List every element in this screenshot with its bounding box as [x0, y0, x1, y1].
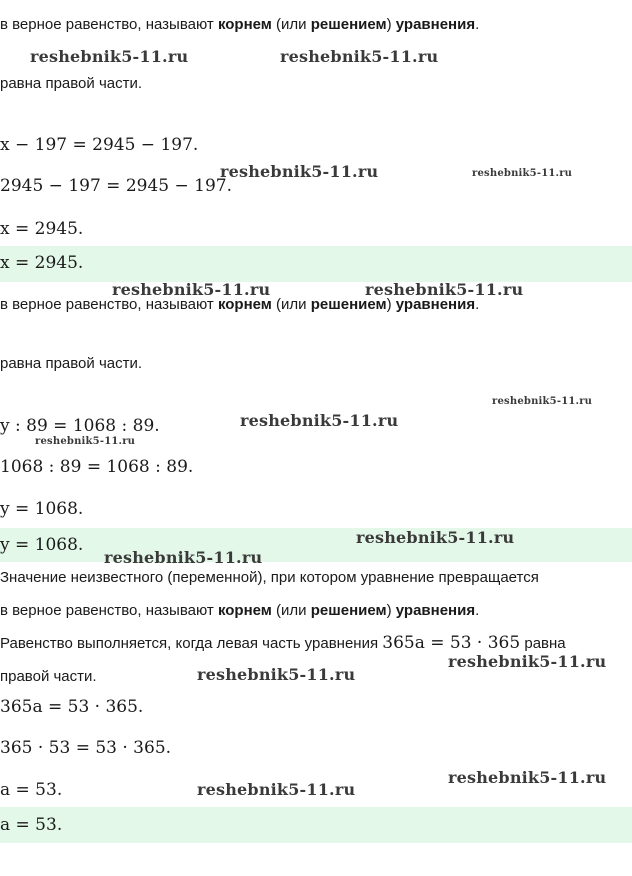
watermark: reshebnik5-11.ru [492, 396, 593, 407]
term-root: корнем [217, 16, 272, 33]
watermark: reshebnik5-11.ru [35, 436, 136, 447]
right-side-line-1: равна правой части. [0, 75, 143, 92]
example3-equation: 365a = 53 · 365. [0, 697, 144, 717]
example2-answer: y = 1068. [0, 535, 84, 555]
watermark: reshebnik5-11.ru [197, 665, 356, 684]
example2-equation: y : 89 = 1068 : 89. [0, 416, 160, 436]
example3-result: a = 53. [0, 780, 63, 800]
condition-line: Равенство выполняется, когда левая часть уравнения 365a = 53 · 365 равна [0, 633, 566, 653]
watermark: reshebnik5-11.ru [104, 548, 263, 567]
watermark: reshebnik5-11.ru [240, 411, 399, 430]
example1-equation: x − 197 = 2945 − 197. [0, 135, 199, 155]
definition-line-2: в верное равенство, называют корнем (или решением) уравнения. [0, 296, 480, 313]
watermark: reshebnik5-11.ru [220, 162, 379, 181]
definition-or: (или [276, 16, 307, 33]
definition-line-1: в верное равенство, называют корнем (или решением) уравнения. [0, 16, 480, 33]
example2-check: 1068 : 89 = 1068 : 89. [0, 457, 194, 477]
example3-answer: a = 53. [0, 815, 63, 835]
example3-check: 365 · 53 = 53 · 365. [0, 738, 172, 758]
right-side-line-2: равна правой части. [0, 355, 143, 372]
example1-answer: x = 2945. [0, 253, 84, 273]
watermark: reshebnik5-11.ru [448, 768, 607, 787]
watermark: reshebnik5-11.ru [472, 168, 573, 179]
watermark: reshebnik5-11.ru [365, 280, 524, 299]
intro-line: Значение неизвестного (переменной), при котором уравнение превращается [0, 569, 539, 586]
term-equation: уравнения [395, 16, 476, 33]
condition-math: 365a = 53 · 365 [382, 633, 521, 653]
watermark: reshebnik5-11.ru [30, 47, 189, 66]
watermark: reshebnik5-11.ru [197, 780, 356, 799]
example2-result: y = 1068. [0, 499, 84, 519]
watermark: reshebnik5-11.ru [112, 280, 271, 299]
example1-check: 2945 − 197 = 2945 − 197. [0, 176, 232, 196]
condition-line-2: правой части. [0, 668, 97, 685]
definition-line-3: в верное равенство, называют корнем (или решением) уравнения. [0, 602, 480, 619]
definition-text: в верное равенство, называют [0, 16, 214, 33]
watermark: reshebnik5-11.ru [280, 47, 439, 66]
watermark: reshebnik5-11.ru [356, 528, 515, 547]
answer-highlight-1 [0, 246, 632, 282]
term-solution: решением [310, 16, 387, 33]
answer-highlight-2 [0, 528, 632, 562]
answer-highlight-3 [0, 807, 632, 843]
watermark: reshebnik5-11.ru [448, 652, 607, 671]
example1-result: x = 2945. [0, 219, 84, 239]
